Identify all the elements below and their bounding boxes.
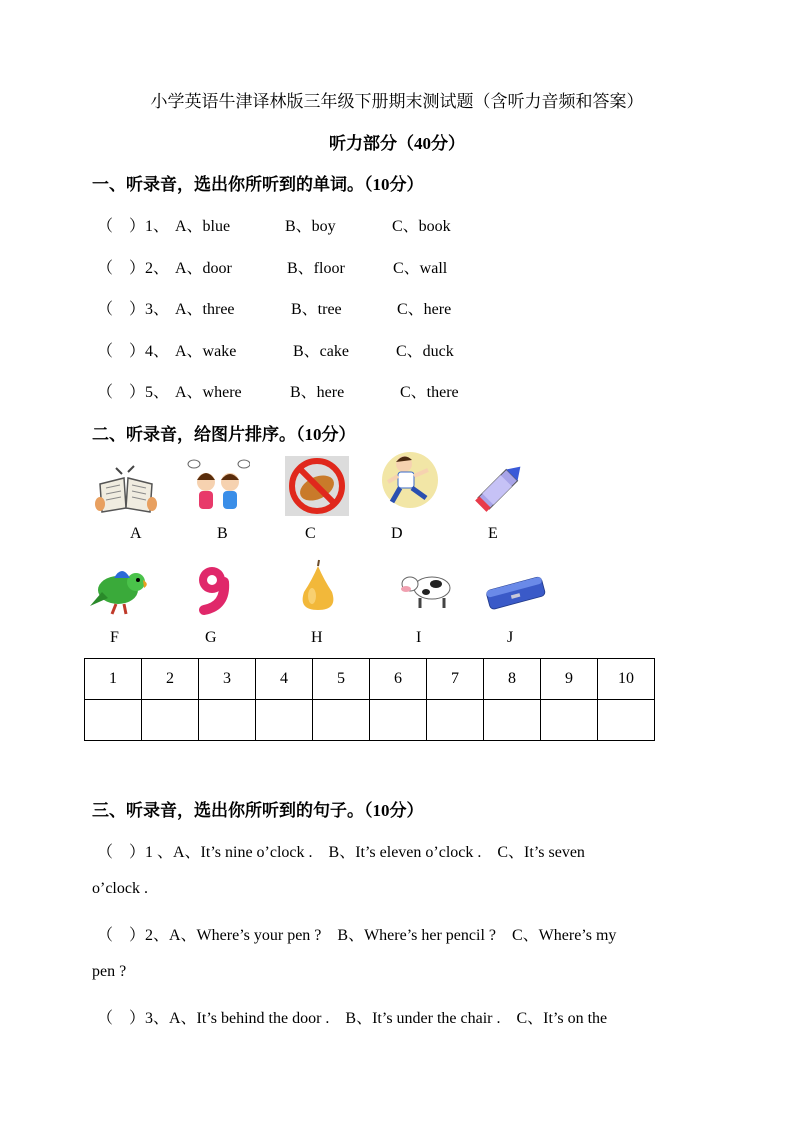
ordering-answer-table (84, 658, 655, 741)
book-picture (94, 458, 158, 518)
question-number: （ ）2、 (97, 260, 170, 277)
option-c: C、wall (393, 260, 448, 277)
part3-question-1: （ ）1 、A、It’s nine o’clock . B、It’s eleven o’clock . C、It’s seven (97, 844, 585, 861)
table-number-cell: 10 (598, 659, 655, 700)
option-a: A、door (175, 260, 232, 277)
answer-cell[interactable] (256, 700, 313, 741)
answer-cell[interactable] (598, 700, 655, 741)
picture-letter: E (488, 525, 498, 542)
option-a: A、blue (175, 218, 231, 235)
picture-letter: B (217, 525, 228, 542)
answer-cell[interactable] (199, 700, 256, 741)
answer-cell[interactable] (370, 700, 427, 741)
answer-cell[interactable] (541, 700, 598, 741)
part2-heading: 二、听录音，给图片排序。（10分） (92, 425, 356, 444)
table-number-cell: 9 (541, 659, 598, 700)
picture-letter: D (391, 525, 403, 542)
part3-question-2-continued: pen ? (92, 963, 127, 980)
table-number-cell: 4 (256, 659, 313, 700)
part1-heading: 一、听录音，选出你所听到的单词。（10分） (92, 175, 424, 194)
parrot-picture (88, 558, 152, 618)
question-number: （ ）5、 (97, 384, 170, 401)
question-number: （ ）4、 (97, 343, 170, 360)
table-number-cell: 7 (427, 659, 484, 700)
option-b: B、floor (287, 260, 345, 277)
picture-letter: I (416, 629, 422, 646)
table-number-cell: 5 (313, 659, 370, 700)
cow-picture (396, 560, 460, 620)
picture-letter: C (305, 525, 316, 542)
pear-picture (286, 556, 350, 616)
option-b: B、here (290, 384, 345, 401)
part3-question-1-continued: o’clock . (92, 880, 148, 897)
table-answer-row (85, 700, 655, 741)
table-number-cell: 1 (85, 659, 142, 700)
option-c: C、here (397, 301, 452, 318)
children-picture (186, 456, 250, 516)
option-b: B、tree (291, 301, 342, 318)
picture-letter: H (311, 629, 323, 646)
picture-letter: G (205, 629, 217, 646)
table-number-cell: 8 (484, 659, 541, 700)
option-c: C、there (400, 384, 459, 401)
option-a: A、where (175, 384, 242, 401)
listening-section-title: 听力部分（40分） (329, 134, 465, 153)
table-number-cell: 3 (199, 659, 256, 700)
question-number: （ ）1、 (97, 218, 170, 235)
answer-cell[interactable] (142, 700, 199, 741)
document-title: 小学英语牛津译林版三年级下册期末测试题（含听力音频和答案） (150, 92, 644, 111)
answer-cell[interactable] (484, 700, 541, 741)
option-b: B、boy (285, 218, 336, 235)
option-a: A、wake (175, 343, 237, 360)
answer-cell[interactable] (313, 700, 370, 741)
running-boy-picture (378, 450, 442, 510)
crayon-picture (470, 455, 534, 515)
part3-question-3: （ ）3、A、It’s behind the door . B、It’s under the chair . C、It’s on the (97, 1010, 608, 1027)
part3-question-2: （ ）2、A、Where’s your pen ? B、Where’s her pencil ? C、Where’s my (97, 927, 617, 944)
option-a: A、three (175, 301, 235, 318)
picture-letter: J (507, 629, 514, 646)
table-number-cell: 6 (370, 659, 427, 700)
question-number: （ ）3、 (97, 301, 170, 318)
answer-cell[interactable] (85, 700, 142, 741)
option-b: B、cake (293, 343, 349, 360)
picture-letter: A (130, 525, 142, 542)
picture-letter: F (110, 629, 119, 646)
option-c: C、duck (396, 343, 454, 360)
table-number-cell: 2 (142, 659, 199, 700)
no-bread-picture (285, 456, 349, 516)
option-c: C、book (392, 218, 451, 235)
answer-cell[interactable] (427, 700, 484, 741)
table-header-row (85, 659, 655, 700)
part3-heading: 三、听录音，选出你所听到的句子。（10分） (92, 801, 424, 820)
pencil-case-picture (484, 564, 548, 624)
number-nine-picture (180, 560, 244, 620)
